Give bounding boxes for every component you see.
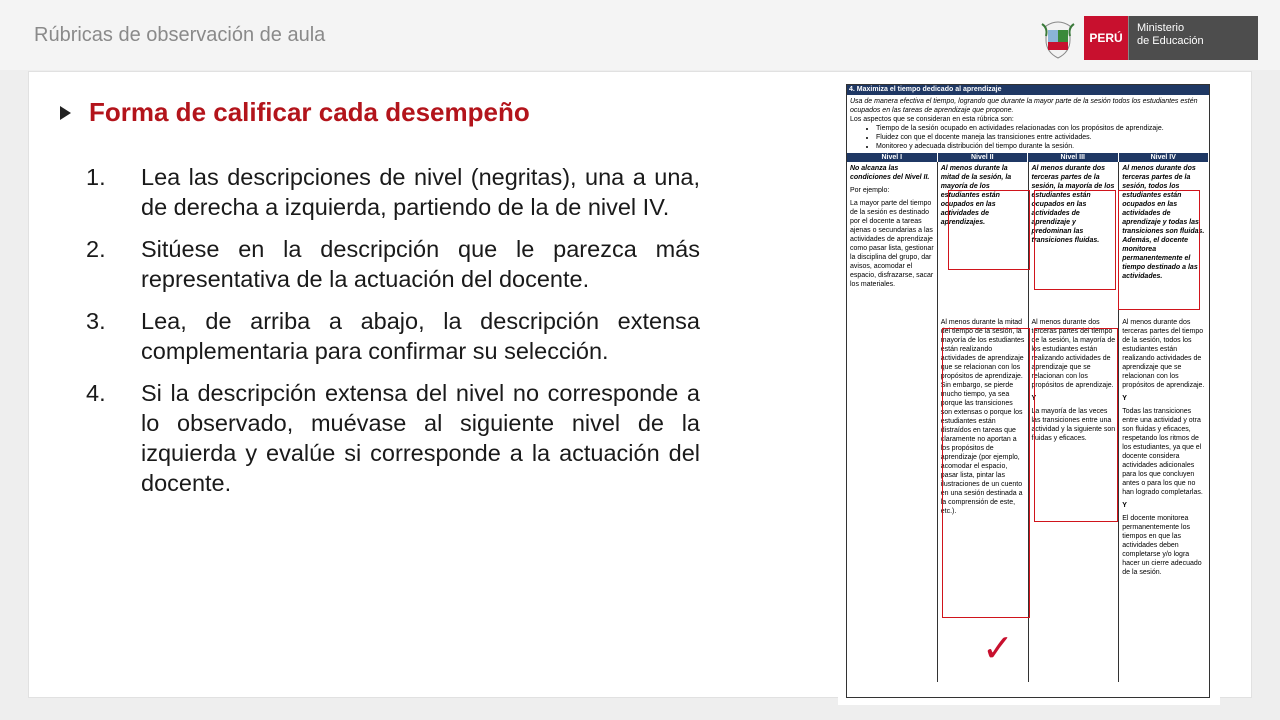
highlight-box [942, 328, 1030, 618]
level-4-extended: Al menos durante dos terceras partes del tiempo de la sesión, todos los estudiantes están realizando actividades de aprendizaje que se relacionan con los propósitos de aprendizaje. [1122, 319, 1205, 389]
level-4-y2: Y [1122, 502, 1127, 509]
level-2-desc: Al menos durante la mitad de la sesión, la mayoría de los estudiantes están ocupados en las actividades de aprendizajes. [940, 165, 1012, 226]
highlight-box [1034, 190, 1116, 290]
page-title: Rúbricas de observación de aula [34, 24, 326, 46]
rubric-intro-text: Usa de manera efectiva el tiempo, logrando que durante la mayor parte de la sesión todos los estudiantes estén ocupados en las tareas de aprendizaje que propone. [850, 98, 1198, 114]
step-text: Sitúese en la descripción que le parezca más representativa de la actuación del docente. [141, 236, 700, 292]
list-item [86, 234, 700, 294]
level-4-y: Y [1122, 395, 1127, 402]
step-number: 4. [86, 380, 106, 406]
rubric-image [838, 78, 1220, 705]
level-3-extended2: La mayoría de las veces las transiciones entre una actividad y la siguiente son fluidas y eficaces. [1031, 408, 1116, 442]
step-number: 1. [86, 164, 106, 190]
list-item [86, 306, 700, 366]
level-4-extended2: Todas las transiciones entre una actividad y otra son fluidas y eficaces, respetando los ritmos de los estudiantes, ya que el docente considera actividades adicionales para los que concluyen antes o para los que no han logrado completarlas. [1122, 408, 1203, 496]
list-item: • Fluidez con que el docente maneja las transiciones entre actividades. [876, 133, 1206, 142]
header-bar [0, 0, 1280, 70]
level-4-extended3: El docente monitorea permanentemente los tiempos en que las actividades deben completarse y/o logra hacer un cierre adecuado de la sesión. [1122, 515, 1202, 576]
level-4-desc: Al menos durante dos terceras partes de la sesión, todos los estudiantes están ocupados en las actividades de aprendizaje y todas las transiciones son fluidas. Además, el docente monitorea permanentemente el tiempo destinado a las actividades. [1122, 165, 1205, 280]
level-1-example: La mayor parte del tiempo de la sesión es destinado por el docente a tareas ajenas o secundarias a las actividades de aprendizaje como pasar lista, gestionar la disciplina del grupo, dar avisos, acomodar el espacio, disfrazarse, sacar los materiales. [850, 200, 934, 288]
level-header: Nivel IV [1119, 153, 1210, 162]
rubric-aspects [850, 124, 1206, 151]
coat-of-arms-icon [1040, 16, 1076, 60]
bullet-triangle-icon [60, 106, 71, 120]
ministry-line2: de Educación [1137, 35, 1204, 47]
level-1-example-label: Por ejemplo: [850, 187, 890, 194]
peru-label: PERÚ [1084, 16, 1128, 60]
steps-list [86, 162, 700, 510]
level-3-extended: Al menos durante dos terceras partes del tiempo de la sesión, la mayoría de los estudiantes están realizando actividades de aprendizaje que se relacionan con los propósitos de aprendizaje. [1031, 319, 1116, 389]
rubric-aspects-label: Los aspectos que se consideran en esta rúbrica son: [850, 116, 1014, 123]
ministry-line1: Ministerio [1137, 22, 1185, 34]
highlight-box [948, 190, 1030, 270]
level-2-extended: Al menos durante la mitad del tiempo de la sesión, la mayoría de los estudiantes están realizando actividades de aprendizaje que se relacionan con los propósitos de aprendizaje. Sin embargo, se pierde mucho tiempo, ya sea porque las transiciones son extensas o porque los estudiantes están distraídos en tareas que claramente no aportan a los propósitos de aprendizaje (por ejemplo, acomodar el espacio, pasar lista, pintar las ilustraciones de un cuento en una sesión destinada a la comprensión de este, etc.). [940, 319, 1025, 515]
step-text: Si la descripción extensa del nivel no corresponde a lo observado, muévase al siguiente nivel de la izquierda y evalúe si corresponde a la actuación del docente. [141, 380, 700, 496]
level-header: Nivel III [1028, 153, 1119, 162]
ministry-label [1128, 16, 1258, 60]
level-header: Nivel I [847, 153, 938, 162]
rubric-intro [847, 95, 1209, 153]
list-item: • Tiempo de la sesión ocupado en actividades relacionadas con los propósitos de aprendizaje. [876, 124, 1206, 133]
section-title-text: Forma de calificar cada desempeño [89, 97, 530, 127]
rubric-title: 4. Maximiza el tiempo dedicado al aprendizaje [847, 85, 1209, 95]
section-heading [60, 97, 530, 128]
level-header: Nivel II [938, 153, 1029, 162]
list-item [86, 162, 700, 222]
level-header-row [847, 153, 1209, 162]
step-text: Lea, de arriba a abajo, la descripción extensa complementaria para confirmar su selección. [141, 308, 700, 364]
highlight-box [1118, 190, 1200, 310]
step-number: 3. [86, 308, 106, 334]
level-1-column [847, 162, 938, 682]
ministry-logo [1040, 16, 1258, 60]
highlight-box [1031, 328, 1118, 522]
step-text: Lea las descripciones de nivel (negritas), una a una, de derecha a izquierda, partiendo de la de nivel IV. [141, 164, 700, 220]
list-item [86, 378, 700, 498]
level-1-desc: No alcanza las condiciones del Nivel II. [850, 165, 930, 181]
level-3-y: Y [1031, 395, 1037, 402]
level-3-desc: Al menos durante dos terceras partes de la sesión, la mayoría de los estudiantes están ocupados en las actividades de aprendizaje y predominan las transiciones fluidas. [1031, 165, 1115, 244]
step-number: 2. [86, 236, 106, 262]
list-item: • Monitoreo y adecuada distribución del tiempo durante la sesión. [876, 142, 1206, 151]
check-icon: ✓ [982, 626, 1014, 670]
